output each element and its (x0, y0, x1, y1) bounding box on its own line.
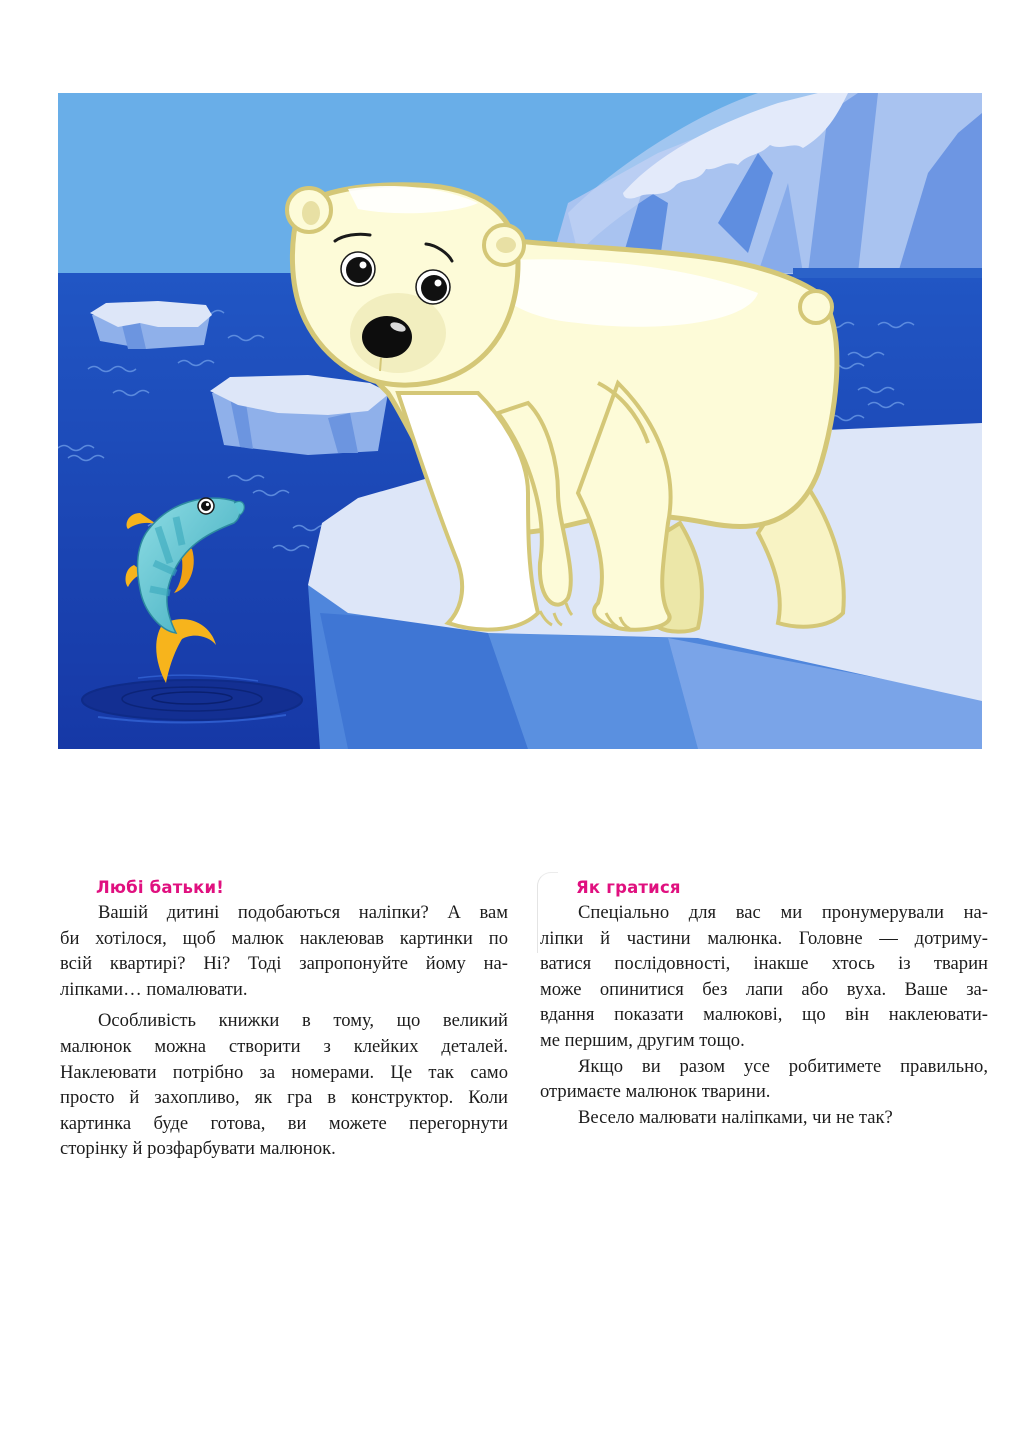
text-line: ме першим, другим тощо. (540, 1029, 745, 1051)
text-line: може опинитися без лапи або вуха. Ваше за- (540, 978, 988, 1000)
text-line: ліпками… помалювати. (60, 978, 248, 1000)
ice-floe-medium (210, 375, 390, 455)
how-to-play-heading: Як гратися (576, 878, 681, 897)
text-line: всій квартирі? Ні? Тоді запропонуйте йому на- (60, 953, 508, 975)
illustration-svg (58, 93, 982, 749)
parents-note-paragraph-2 (60, 1008, 508, 1162)
text-line: ватися послідовності, інакше хтось із тварин (540, 953, 988, 975)
parents-note-column (60, 876, 508, 1162)
text-line: вдання показати малюкові, що він наклеювати- (540, 1004, 988, 1026)
parents-note-heading: Любі батьки! (96, 878, 225, 897)
how-to-play-paragraph-3 (540, 1105, 988, 1131)
text-line: отримаєте малюнок тварини. (540, 1081, 771, 1103)
text-line: Особливість книжки в тому, що великий (98, 1010, 508, 1032)
text-line: Наклеювати потрібно за номерами. Це так само (60, 1061, 508, 1083)
ice-floe-small (90, 301, 212, 349)
text-line: би хотілося, щоб малюк наклеював картинки по (60, 927, 508, 949)
text-line: Якщо ви разом усе робитимете правильно, (578, 1055, 988, 1077)
how-to-play-paragraph-2 (540, 1054, 988, 1105)
text-line: Спеціально для вас ми пронумерували на- (578, 902, 988, 923)
text-line: просто й захопливо, як гра в конструктор. Коли (60, 1087, 508, 1109)
parents-note-paragraph-1 (60, 900, 508, 1002)
how-to-play-paragraph-1 (540, 900, 988, 1054)
text-line: малюнок можна створити з клейких деталей. (60, 1035, 508, 1057)
polar-bear-illustration (58, 93, 982, 749)
text-line: Вашій дитині подобаються наліпки? А вам (98, 902, 508, 923)
text-line: сторінку й розфарбувати малюнок. (60, 1138, 336, 1160)
how-to-play-column (540, 876, 988, 1130)
text-line: картинка буде готова, ви можете перегорнути (60, 1112, 508, 1134)
text-line: ліпки й частини малюнка. Головне — дотриму- (540, 927, 988, 949)
text-line: Весело малювати наліпками, чи не так? (578, 1106, 893, 1128)
